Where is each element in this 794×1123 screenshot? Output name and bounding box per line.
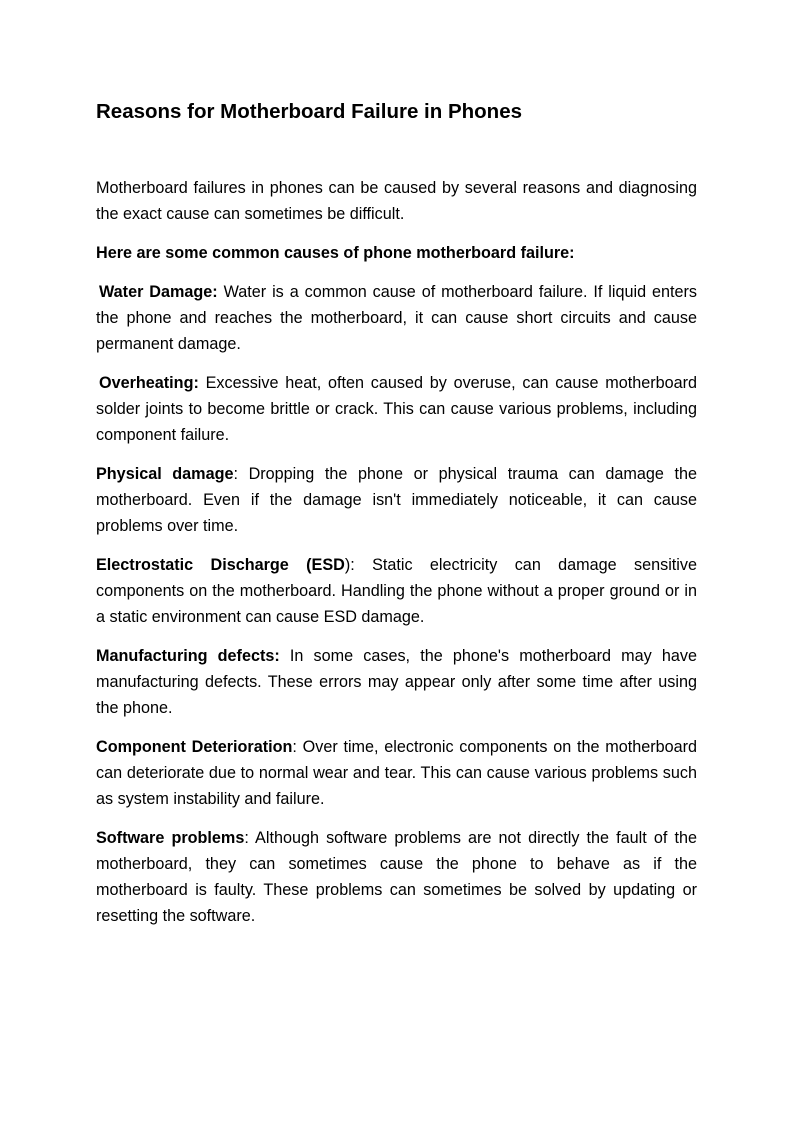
cause-text: Excessive heat, often caused by overuse, can cause motherboard solder joints to become brittle or crack. This can cause various problems, including component failure. xyxy=(96,374,697,444)
cause-term: Water Damage: xyxy=(99,283,218,301)
cause-text: Water is a common cause of motherboard failure. If liquid enters the phone and reaches the motherboard, it can cause short circuits and cause permanent damage. xyxy=(96,283,697,353)
document-body xyxy=(96,175,697,942)
cause-manufacturing-defects xyxy=(96,643,697,721)
cause-physical-damage xyxy=(96,461,697,539)
cause-esd xyxy=(96,552,697,630)
cause-component-deterioration xyxy=(96,734,697,812)
cause-text: In some cases, the phone's motherboard may have manufacturing defects. These errors may appear only after some time after using the phone. xyxy=(96,647,697,717)
cause-text: : Over time, electronic components on the motherboard can deteriorate due to normal wear and tear. This can cause various problems such as system instability and failure. xyxy=(96,738,698,808)
cause-term: Component Deterioration xyxy=(96,738,293,756)
cause-water-damage xyxy=(96,279,697,357)
cause-text: : Although software problems are not directly the fault of the motherboard, they can sometimes cause the phone to behave as if the motherboard is faulty. These problems can sometimes be solved by updating or resetting the software. xyxy=(96,829,697,925)
cause-software-problems xyxy=(96,825,697,929)
intro-paragraph: Motherboard failures in phones can be caused by several reasons and diagnosing the exact cause can sometimes be difficult. xyxy=(96,179,697,223)
page-title: Reasons for Motherboard Failure in Phones xyxy=(96,100,523,123)
cause-term: Electrostatic Discharge (ESD xyxy=(96,556,345,574)
cause-term: Software problems xyxy=(96,829,245,847)
cause-term: Physical damage xyxy=(96,465,234,483)
cause-text: ): Static electricity can damage sensitive components on the motherboard. Handling the phone without a proper ground or in a static environment can cause ESD damage. xyxy=(96,556,697,626)
cause-text: : Dropping the phone or physical trauma can damage the motherboard. Even if the damage isn't immediately noticeable, it can cause problems over time. xyxy=(96,465,697,535)
cause-term: Overheating: xyxy=(99,374,199,392)
list-heading: Here are some common causes of phone motherboard failure: xyxy=(96,244,575,262)
cause-overheating xyxy=(96,370,697,448)
cause-term: Manufacturing defects: xyxy=(96,647,280,665)
